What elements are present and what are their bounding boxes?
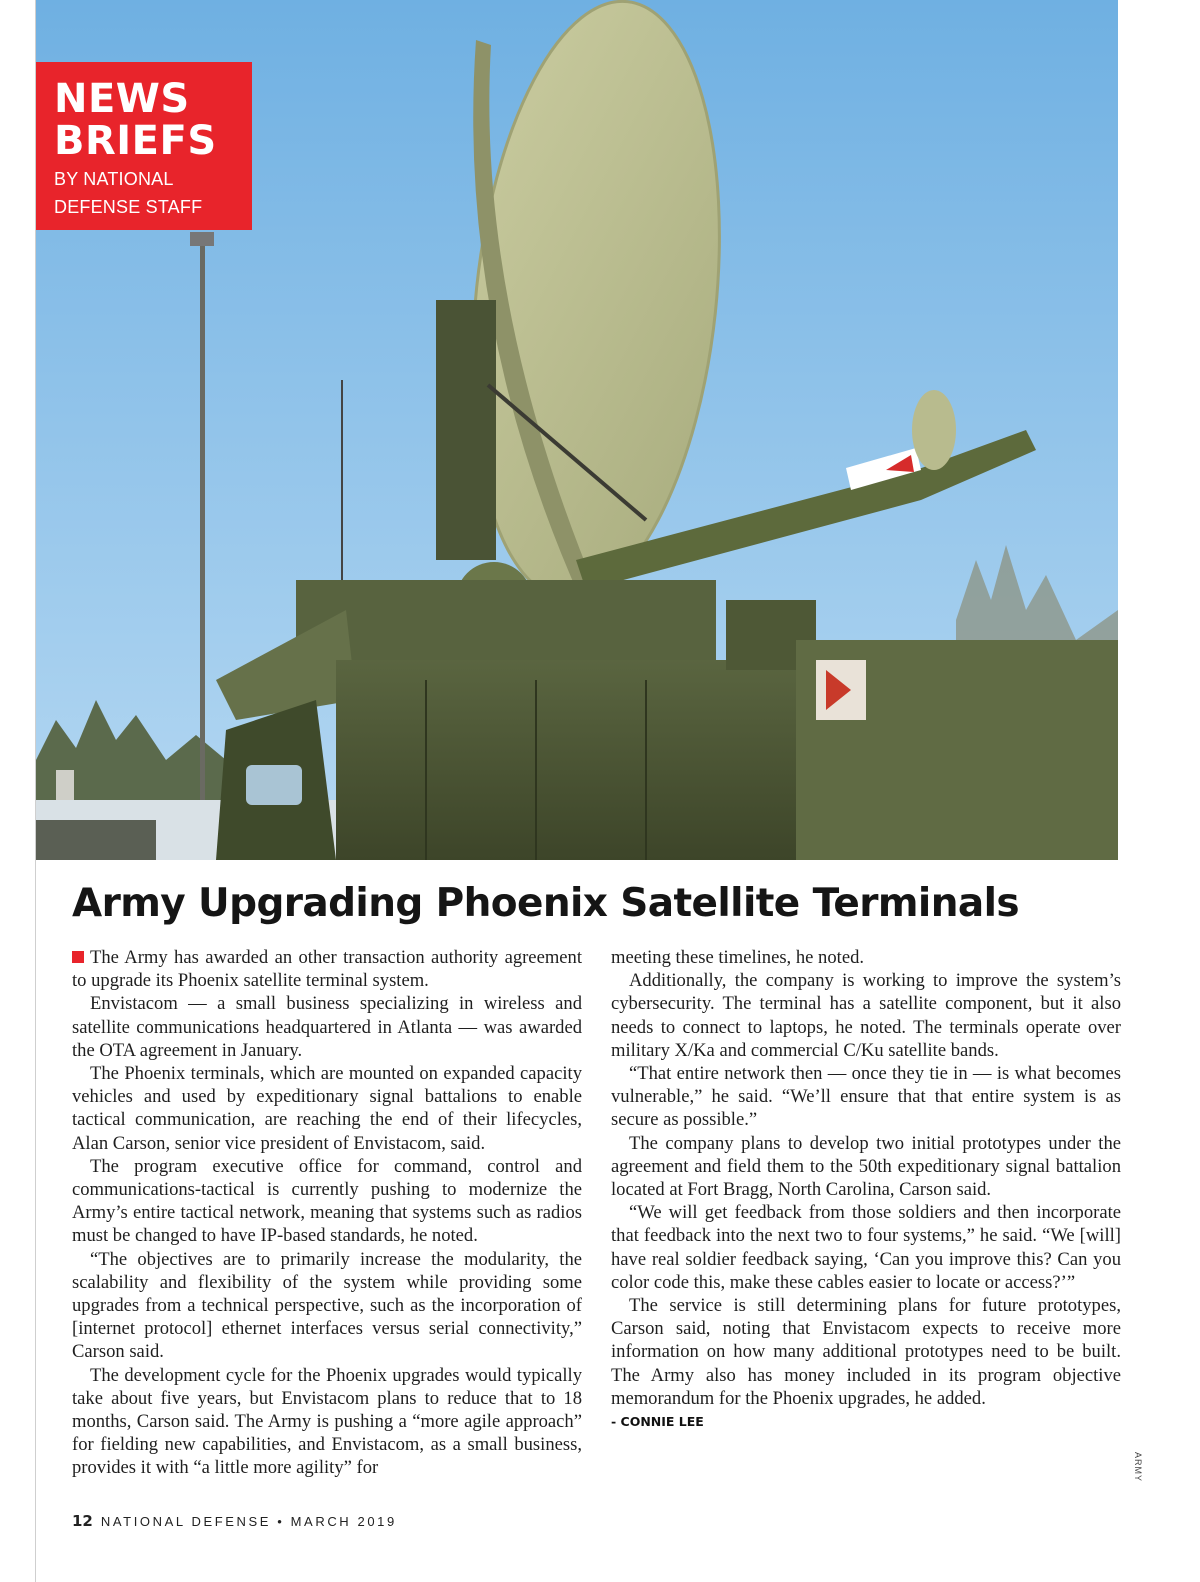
article-column-left [72,946,582,1480]
article-paragraph: “That entire network then — once they tie in — is what becomes vulnerable,” he said. “We’ll ensure that that entire system is as secure as possible.” [611,1063,1121,1131]
photo-credit-text: ARMY [1133,1452,1143,1483]
article-paragraph-text: The Army has awarded an other transaction authority agreement to upgrade its Phoenix satellite terminal system. [72,947,582,992]
article-headline: Army Upgrading Phoenix Satellite Terminals [72,881,1019,926]
section-byline-line1: BY NATIONAL [54,169,174,189]
article-paragraph: The service is still determining plans for future prototypes, Carson said, noting that Envistacom expects to receive more information on how many additional prototypes need to be built. The Army also has money included in its program objective memorandum for the Phoenix upgrades, he added. [611,1295,1121,1409]
article-paragraph: “We will get feedback from those soldiers and then incorporate that feedback into the next two to four systems,” he said. “We [will] have real soldier feedback saying, ‘Can you improve this? Can you color code this, make these cables easier to locate or access?’” [611,1202,1121,1293]
article-author-byline: - CONNIE LEE [611,1414,704,1430]
article-paragraph: “The objectives are to primarily increase the modularity, the scalability and flexibility of the system while providing some upgrades from a technical perspective, such as the incorporation of [internet protocol] ethernet interfaces versus serial connectivity,” Carson said. [72,1248,582,1363]
article-paragraph: The program executive office for command, control and communications-tactical is currently pushing to modernize the Army’s entire tactical network, meaning that systems such as radios must be changed to have IP-based standards, he noted. [72,1155,582,1247]
article-paragraph: meeting these timelines, he noted. [611,947,865,968]
article-paragraph: The company plans to develop two initial prototypes under the agreement and field them to the 50th expeditionary signal battalion located at Fort Bragg, North Carolina, Carson said. [611,1132,1121,1201]
page-footer [72,1512,397,1530]
article-paragraph: The development cycle for the Phoenix upgrades would typically take about five years, but Envistacom plans to reduce that to 18 months, Carson said. The Army is pushing a “more agile approach” for fielding new capabilities, and Envistacom, as a small business, provides it with “a little more agility” for [72,1364,582,1479]
page-number: 12 [72,1512,93,1530]
news-briefs-tag [36,62,252,230]
section-title-line1: NEWS [54,76,190,122]
section-byline-line2: DEFENSE STAFF [54,197,203,217]
article-paragraph: The Phoenix terminals, which are mounted on expanded capacity vehicles and used by expeditionary signal battalions to enable tactical communication, are reaching the end of their lifecycles, Alan Carson, senior vice president of Envistacom, said. [72,1063,582,1154]
photo-credit [1133,1434,1163,1483]
section-title-line2: BRIEFS [54,118,217,164]
article-paragraph: Envistacom — a small business specializing in wireless and satellite communications headquartered in Atlanta — was awarded the OTA agreement in January. [72,993,582,1061]
article-column-right [611,946,1121,1432]
publication-dateline: NATIONAL DEFENSE • MARCH 2019 [100,1514,397,1529]
red-square-bullet-icon [72,951,84,963]
article-paragraph: Additionally, the company is working to improve the system’s cybersecurity. The terminal has a satellite component, but it also needs to connect to laptops, he noted. The terminals operate over military X/Ka and commercial C/Ku satellite bands. [611,970,1121,1061]
article-paragraph [72,946,582,992]
